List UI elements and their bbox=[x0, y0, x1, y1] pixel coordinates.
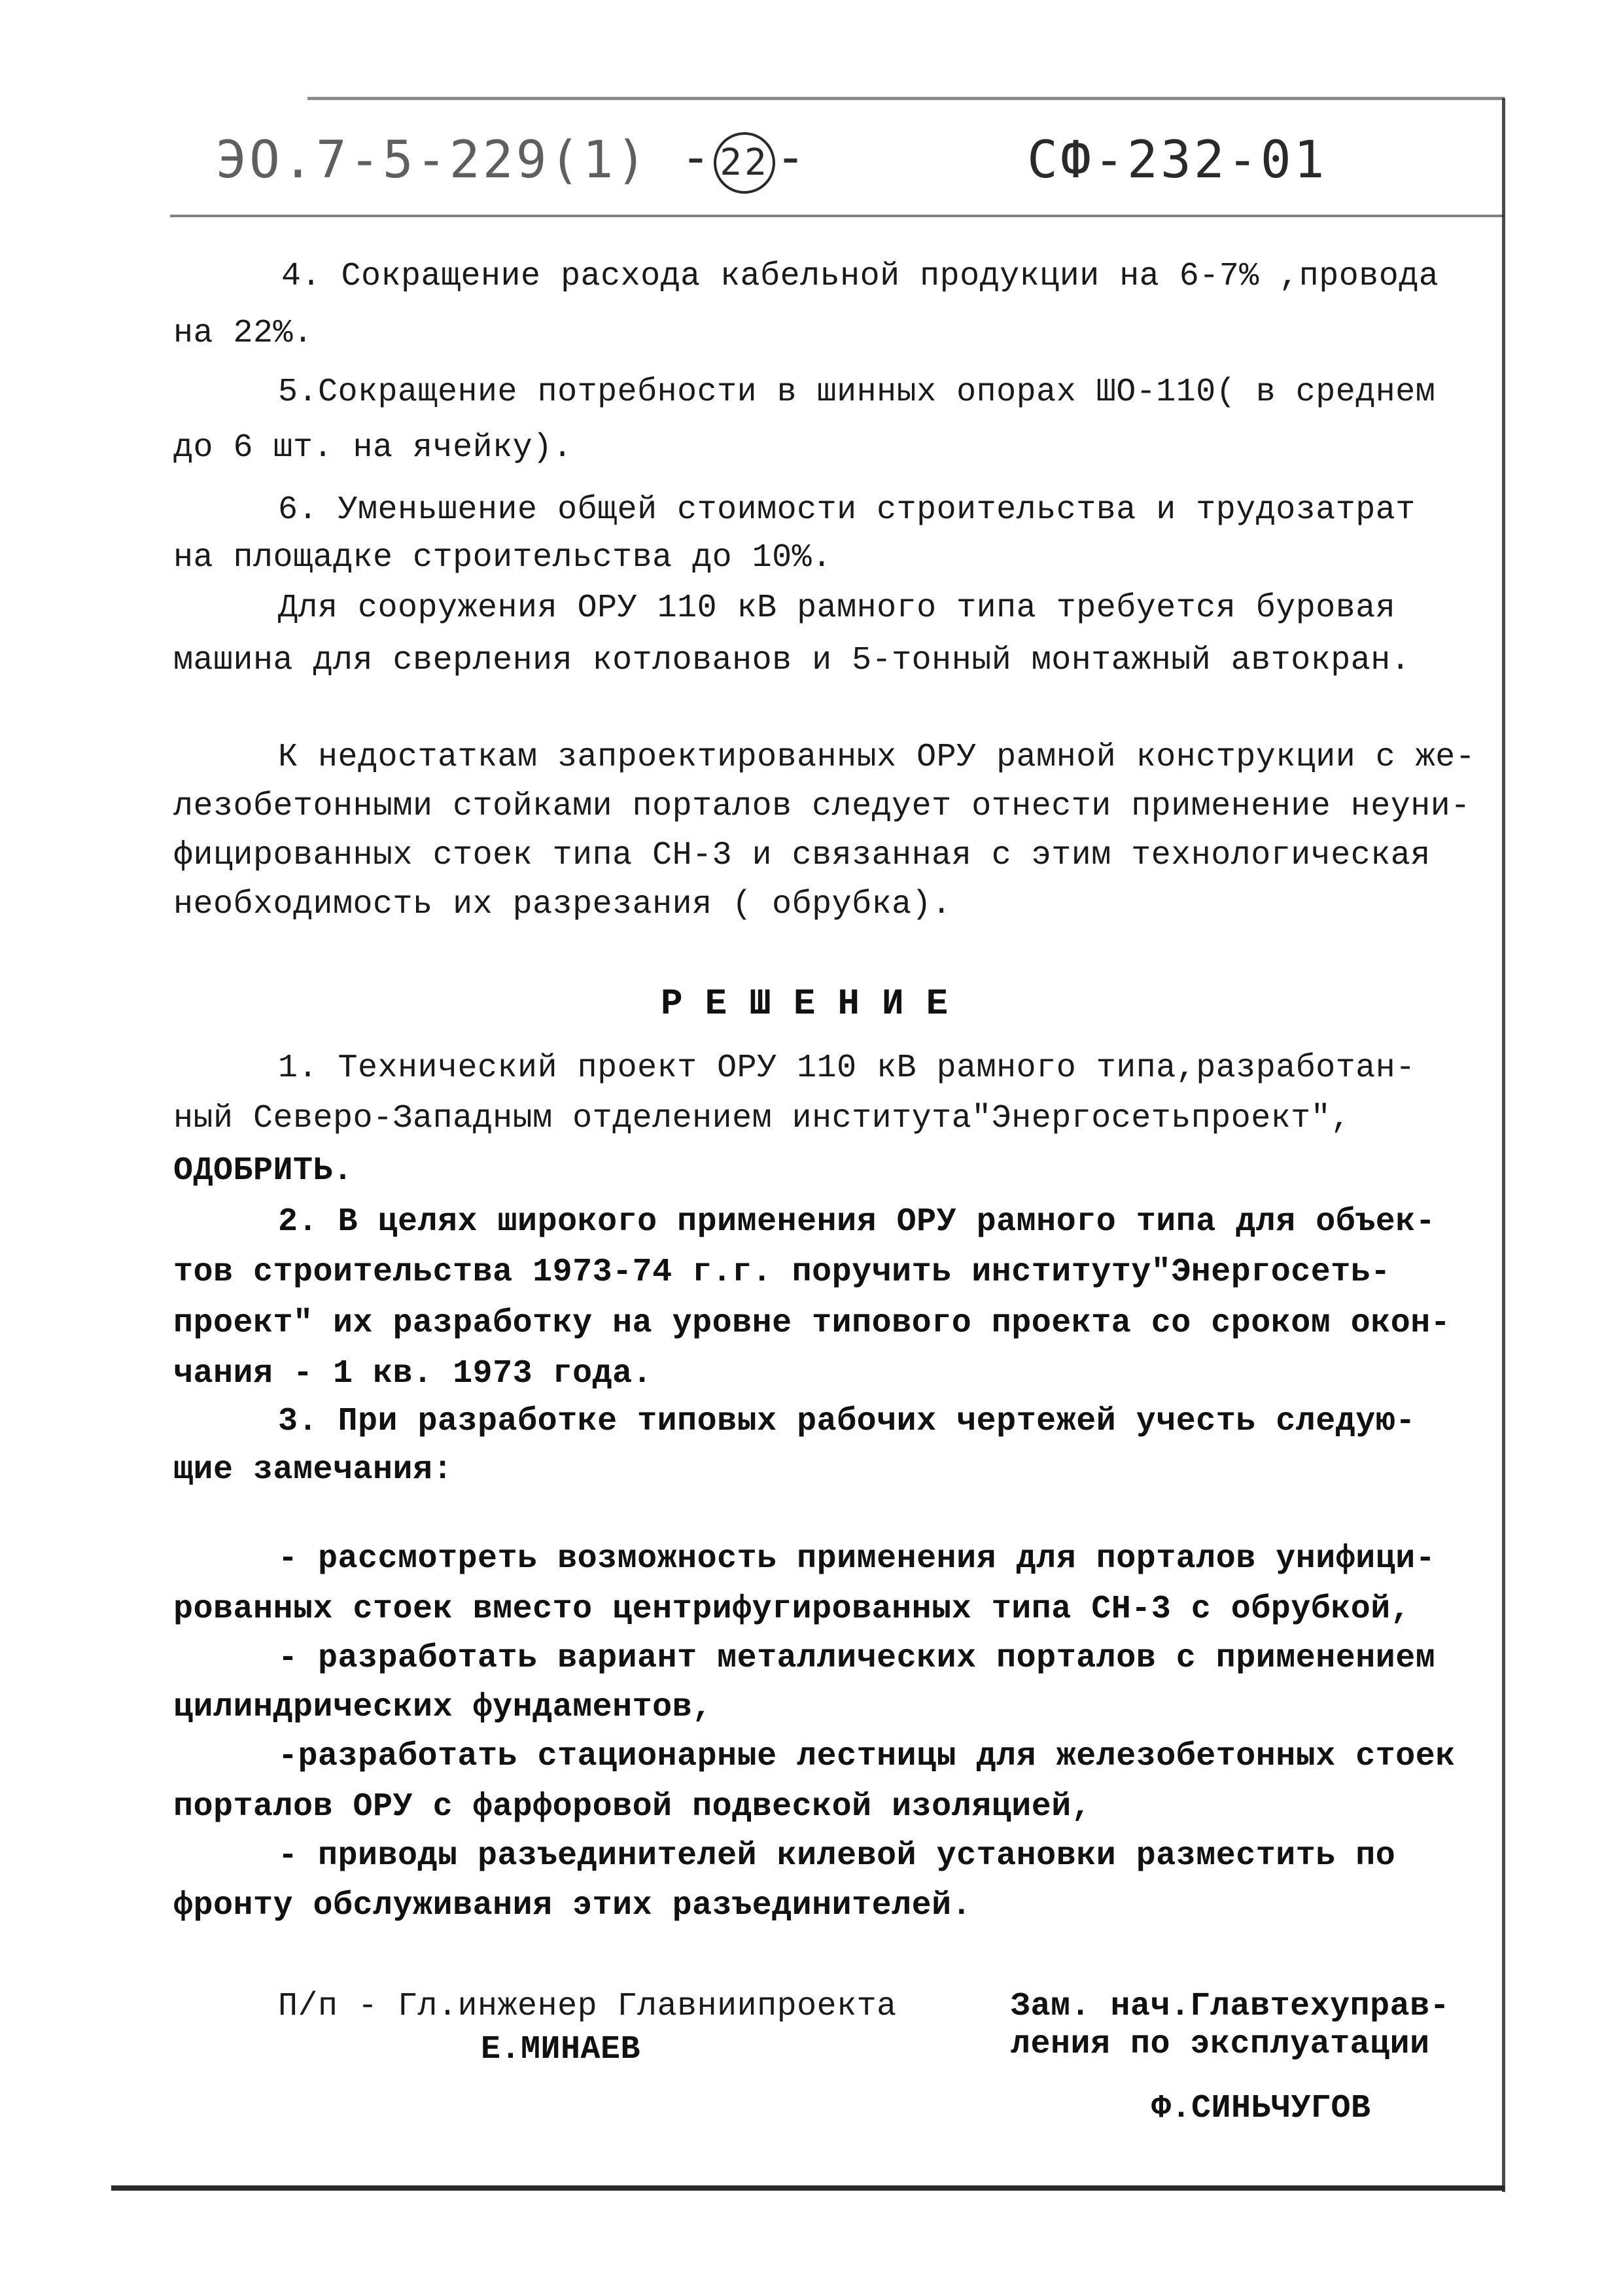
p4-line-2: на 22%. bbox=[173, 315, 313, 352]
decision-title: РЕШЕНИЕ bbox=[661, 983, 971, 1025]
d3-line-1: 3. При разработке типовых рабочих чертежей учесть следую- bbox=[278, 1403, 1416, 1440]
b4-line-1: - приводы разъединителей килевой установки разместить по bbox=[278, 1837, 1396, 1875]
b1-line-2: рованных стоек вместо центрифугированных типа СН-3 с обрубкой, bbox=[173, 1591, 1411, 1628]
header-rule bbox=[170, 215, 1505, 217]
page-number: - 22 - bbox=[680, 128, 809, 194]
signature-right-title-1: Зам. нач.Главтехуправ- bbox=[1011, 1988, 1450, 2025]
right-margin-line bbox=[1502, 98, 1505, 2192]
bottom-rule bbox=[111, 2185, 1505, 2191]
b3-line-1: -разработать стационарные лестницы для железобетонных стоек bbox=[278, 1738, 1456, 1775]
p8-line-3: фицированных стоек типа СН-3 и связанная с этим технологическая bbox=[173, 837, 1431, 874]
signature-right-name: Ф.СИНЬЧУГОВ bbox=[1151, 2090, 1371, 2127]
d1-line-3: ОДОБРИТЬ. bbox=[173, 1152, 353, 1190]
page-number-circle: 22 bbox=[714, 132, 775, 194]
d2-line-3: проект" их разработку на уровне типового проекта со сроком окон- bbox=[173, 1305, 1451, 1342]
p8-line-4: необходимость их разрезания ( обрубка). bbox=[173, 886, 952, 923]
signature-right-title-2: ления по эксплуатации bbox=[1011, 2026, 1430, 2063]
b2-line-1: - разработать вариант металлических порталов с применением bbox=[278, 1640, 1436, 1677]
d1-line-1: 1. Технический проект ОРУ 110 кВ рамного типа,разработан- bbox=[278, 1050, 1416, 1087]
d2-line-1: 2. В целях широкого применения ОРУ рамного типа для объек- bbox=[278, 1203, 1436, 1241]
p8-line-2: лезобетонными стойками порталов следует отнести применение неуни- bbox=[173, 788, 1471, 825]
p8-line-1: К недостаткам запроектированных ОРУ рамной конструкции с же- bbox=[278, 739, 1476, 776]
d2-line-2: тов строительства 1973-74 г.г. поручить институту"Энергосеть- bbox=[173, 1254, 1391, 1291]
b4-line-2: фронту обслуживания этих разъединителей. bbox=[173, 1887, 972, 1924]
signature-left-name: Е.МИНАЕВ bbox=[481, 2031, 641, 2068]
d1-line-2: ный Северо-Западным отделением института"Энергосетьпроект", bbox=[173, 1100, 1351, 1137]
top-rule bbox=[307, 97, 1505, 100]
p5-line-2: до 6 шт. на ячейку). bbox=[173, 429, 573, 467]
p6-line-2: на площадке строительства до 10%. bbox=[173, 539, 832, 576]
p7-line-1: Для сооружения ОРУ 110 кВ рамного типа требуется буровая bbox=[278, 590, 1396, 627]
signature-left-title: П/п - Гл.инженер Главниипроекта bbox=[278, 1988, 897, 2025]
b1-line-1: - рассмотреть возможность применения для порталов унифици- bbox=[278, 1540, 1436, 1578]
p5-line-1: 5.Сокращение потребности в шинных опорах ШО-110( в среднем bbox=[278, 374, 1436, 411]
b3-line-2: порталов ОРУ с фарфоровой подвеской изоляцией, bbox=[173, 1788, 1092, 1826]
p4-line-1: 4. Сокращение расхода кабельной продукции на 6-7% ,провода bbox=[281, 258, 1439, 295]
doc-code-left: ЭО.7-5-229(1) bbox=[216, 131, 650, 190]
d3-line-2: щие замечания: bbox=[173, 1451, 453, 1489]
b2-line-2: цилиндрических фундаментов, bbox=[173, 1689, 712, 1726]
d2-line-4: чания - 1 кв. 1973 года. bbox=[173, 1355, 653, 1392]
p6-line-1: 6. Уменьшение общей стоимости строительства и трудозатрат bbox=[278, 491, 1416, 529]
doc-code-right: СФ-232-01 bbox=[1027, 131, 1327, 190]
p7-line-2: машина для сверления котлованов и 5-тонный монтажный автокран. bbox=[173, 642, 1411, 679]
